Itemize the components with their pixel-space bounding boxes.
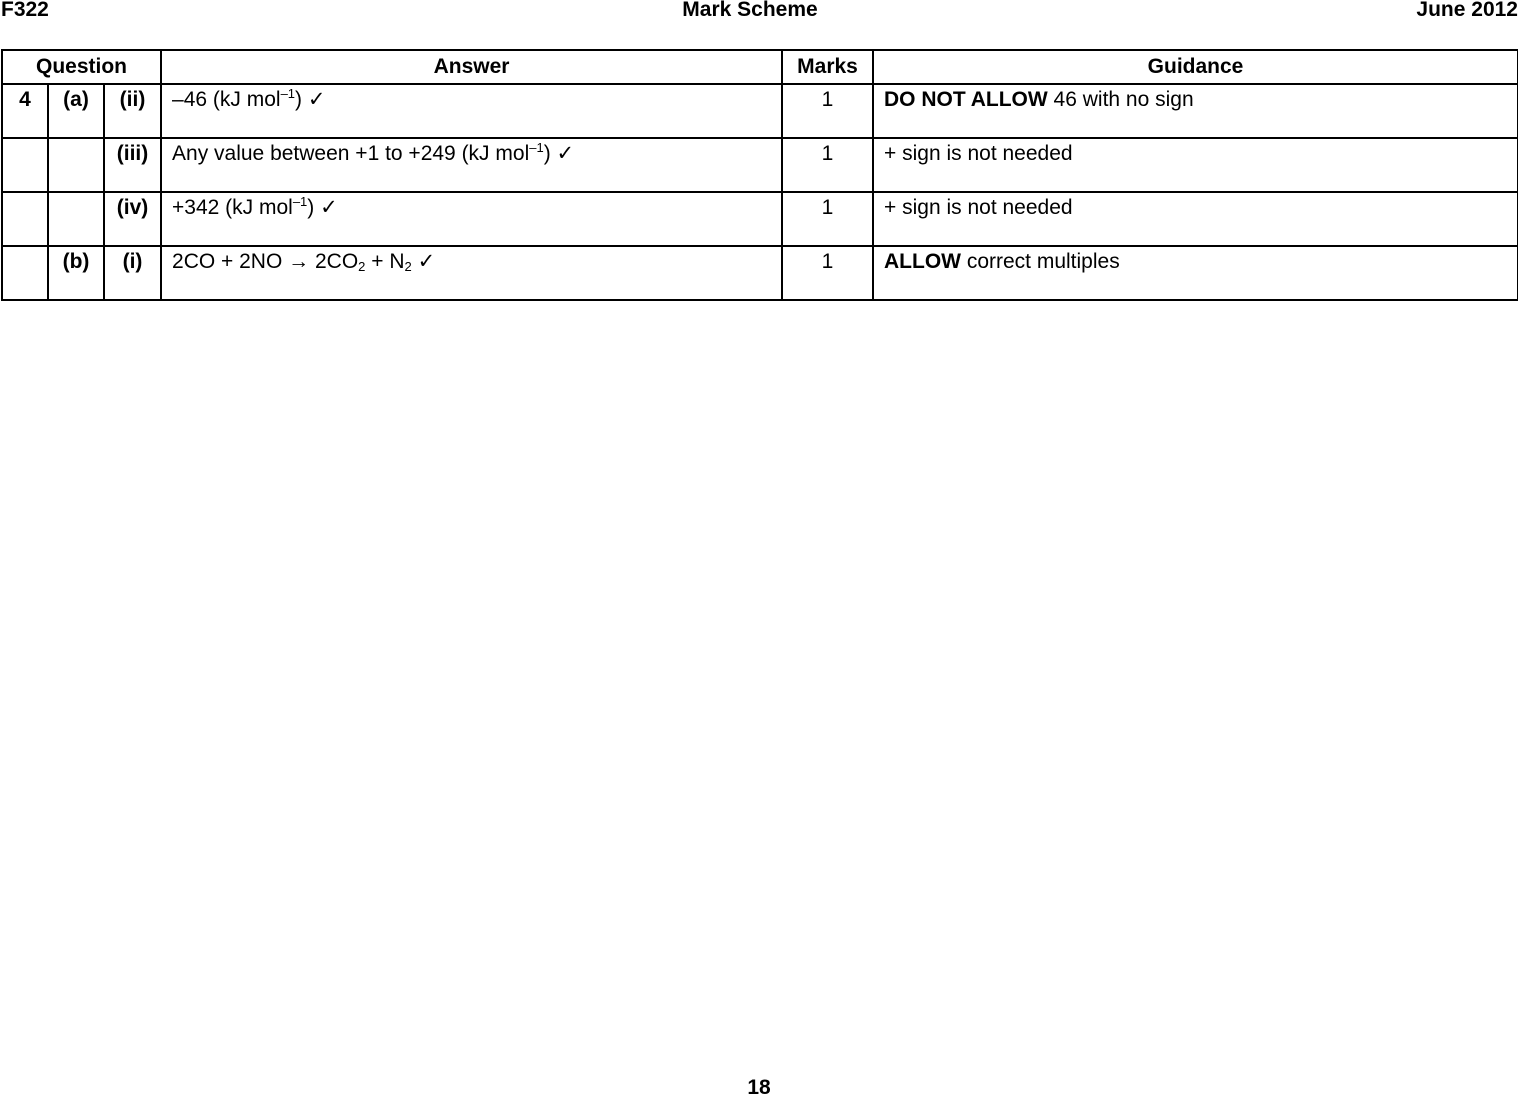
question-subpart: (iv) bbox=[104, 192, 161, 246]
guidance-text: 46 with no sign bbox=[1047, 88, 1194, 111]
guidance-keyword: ALLOW bbox=[884, 250, 961, 273]
table-row bbox=[2, 192, 1518, 246]
marks-cell: 1 bbox=[782, 84, 873, 138]
equation-subscript: 2 bbox=[404, 259, 412, 274]
equation-tick: ✓ bbox=[411, 250, 436, 273]
guidance-cell bbox=[873, 84, 1518, 138]
question-subpart: (ii) bbox=[104, 84, 161, 138]
answer-cell bbox=[161, 192, 782, 246]
marks-header: Marks bbox=[782, 50, 873, 84]
answer-text: Any value between +1 to +249 (kJ mol bbox=[172, 142, 530, 165]
guidance-text: + sign is not needed bbox=[884, 196, 1073, 219]
answer-header: Answer bbox=[161, 50, 782, 84]
guidance-cell bbox=[873, 138, 1518, 192]
answer-text: –46 (kJ mol bbox=[172, 88, 281, 111]
marks-cell: 1 bbox=[782, 192, 873, 246]
answer-superscript: –1 bbox=[280, 86, 296, 101]
question-number bbox=[2, 138, 48, 192]
answer-superscript: –1 bbox=[292, 194, 308, 209]
guidance-text: + sign is not needed bbox=[884, 142, 1073, 165]
question-number bbox=[2, 246, 48, 300]
equation-text: 2CO + 2NO → 2CO bbox=[172, 250, 359, 273]
marks-cell: 1 bbox=[782, 138, 873, 192]
guidance-header: Guidance bbox=[873, 50, 1518, 84]
guidance-cell bbox=[873, 246, 1518, 300]
marks-cell: 1 bbox=[782, 246, 873, 300]
answer-text-end: ) ✓ bbox=[543, 142, 575, 165]
question-part bbox=[48, 192, 104, 246]
question-subpart: (i) bbox=[104, 246, 161, 300]
mark-scheme-table bbox=[1, 49, 1518, 301]
equation-text: + N bbox=[365, 250, 405, 273]
equation-subscript: 2 bbox=[358, 259, 366, 274]
doc-title: Mark Scheme bbox=[682, 0, 818, 21]
doc-code: F322 bbox=[1, 0, 49, 21]
question-header: Question bbox=[2, 50, 161, 84]
answer-cell bbox=[161, 84, 782, 138]
page-number: 18 bbox=[747, 1076, 771, 1099]
question-part bbox=[48, 138, 104, 192]
answer-text-end: ) ✓ bbox=[295, 88, 326, 111]
table-row bbox=[2, 84, 1518, 138]
question-subpart: (iii) bbox=[104, 138, 161, 192]
table-header-row bbox=[2, 50, 1518, 84]
answer-cell bbox=[161, 138, 782, 192]
answer-text-end: ) ✓ bbox=[307, 196, 338, 219]
table-row bbox=[2, 246, 1518, 300]
question-number: 4 bbox=[2, 84, 48, 138]
question-part: (b) bbox=[48, 246, 104, 300]
guidance-cell bbox=[873, 192, 1518, 246]
answer-text: +342 (kJ mol bbox=[172, 196, 293, 219]
doc-date: June 2012 bbox=[1416, 0, 1518, 21]
question-part: (a) bbox=[48, 84, 104, 138]
guidance-keyword: DO NOT ALLOW bbox=[884, 88, 1048, 111]
answer-cell bbox=[161, 246, 782, 300]
question-number bbox=[2, 192, 48, 246]
table-row bbox=[2, 138, 1518, 192]
answer-superscript: –1 bbox=[529, 140, 544, 155]
guidance-text: correct multiples bbox=[961, 250, 1120, 273]
